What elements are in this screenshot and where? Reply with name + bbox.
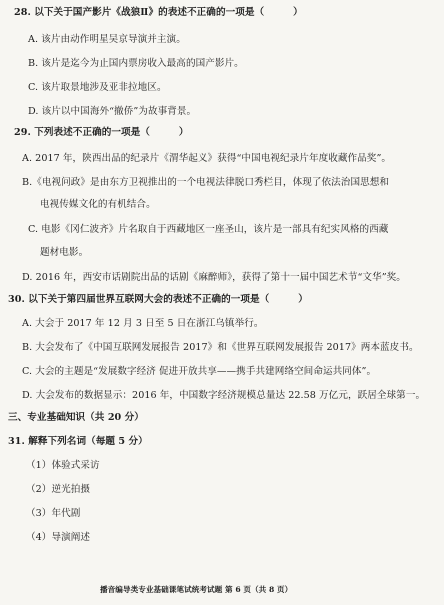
q29-option-c-line2: 题材电影。 bbox=[40, 247, 89, 258]
q28-option-c: C. 该片取景地涉及亚非拉地区。 bbox=[28, 82, 167, 93]
q30-option-d: D. 大会发布的数据显示：2016 年，中国数字经济规模总量达 22.58 万亿元，跃居全球第一。 bbox=[22, 390, 426, 401]
q29-option-c-line1: C. 电影《冈仁波齐》片名取自于西藏地区一座圣山，该片是一部具有纪实风格的西藏 bbox=[28, 224, 389, 235]
q28-option-d: D. 该片以中国海外“撤侨”为故事背景。 bbox=[28, 106, 197, 117]
q29-option-a: A. 2017 年，陕西出品的纪录片《渭华起义》获得“中国电视纪录片年度收藏作品奖”。 bbox=[22, 153, 392, 164]
q30-option-a: A. 大会于 2017 年 12 月 3 日至 5 日在浙江乌镇举行。 bbox=[22, 318, 264, 329]
page-footer: 播音编导类专业基础课笔试统考试题 第 6 页（共 8 页） bbox=[100, 585, 293, 594]
section-heading: 三、专业基础知识（共 20 分） bbox=[8, 412, 144, 423]
q31-stem: 31. 解释下列名词（每题 5 分） bbox=[8, 436, 148, 447]
q28-option-a: A. 该片由动作明星吴京导演并主演。 bbox=[28, 34, 186, 45]
q28-option-b: B. 该片是迄今为止国内票房收入最高的国产影片。 bbox=[28, 58, 244, 69]
q31-item-3: （3）年代剧 bbox=[26, 508, 81, 519]
q31-item-2: （2）逆光拍摄 bbox=[26, 484, 91, 495]
q28-stem: 28. 以下关于国产影片《战狼Ⅱ》的表述不正确的一项是（ ） bbox=[14, 7, 303, 18]
q31-item-4: （4）导演阐述 bbox=[26, 532, 91, 543]
q30-option-c: C. 大会的主题是“发展数字经济 促进开放共享——携手共建网络空间命运共同体”。 bbox=[22, 366, 377, 377]
q29-option-b-line2: 电视传媒文化的有机结合。 bbox=[40, 199, 156, 210]
q30-option-b: B. 大会发布了《中国互联网发展报告 2017》和《世界互联网发展报告 2017》两本蓝皮书。 bbox=[22, 342, 419, 353]
q29-option-b-line1: B.《电视问政》是由东方卫视推出的一个电视法律脱口秀栏目，体现了依法治国思想和 bbox=[22, 177, 390, 188]
q29-stem: 29. 下列表述不正确的一项是（ ） bbox=[14, 127, 189, 138]
q29-option-d: D. 2016 年，西安市话剧院出品的话剧《麻醉师》，获得了第十一届中国艺术节“文华”奖。 bbox=[22, 272, 406, 283]
q31-item-1: （1）体验式采访 bbox=[26, 460, 100, 471]
q30-stem: 30. 以下关于第四届世界互联网大会的表述不正确的一项是（ ） bbox=[8, 294, 308, 305]
